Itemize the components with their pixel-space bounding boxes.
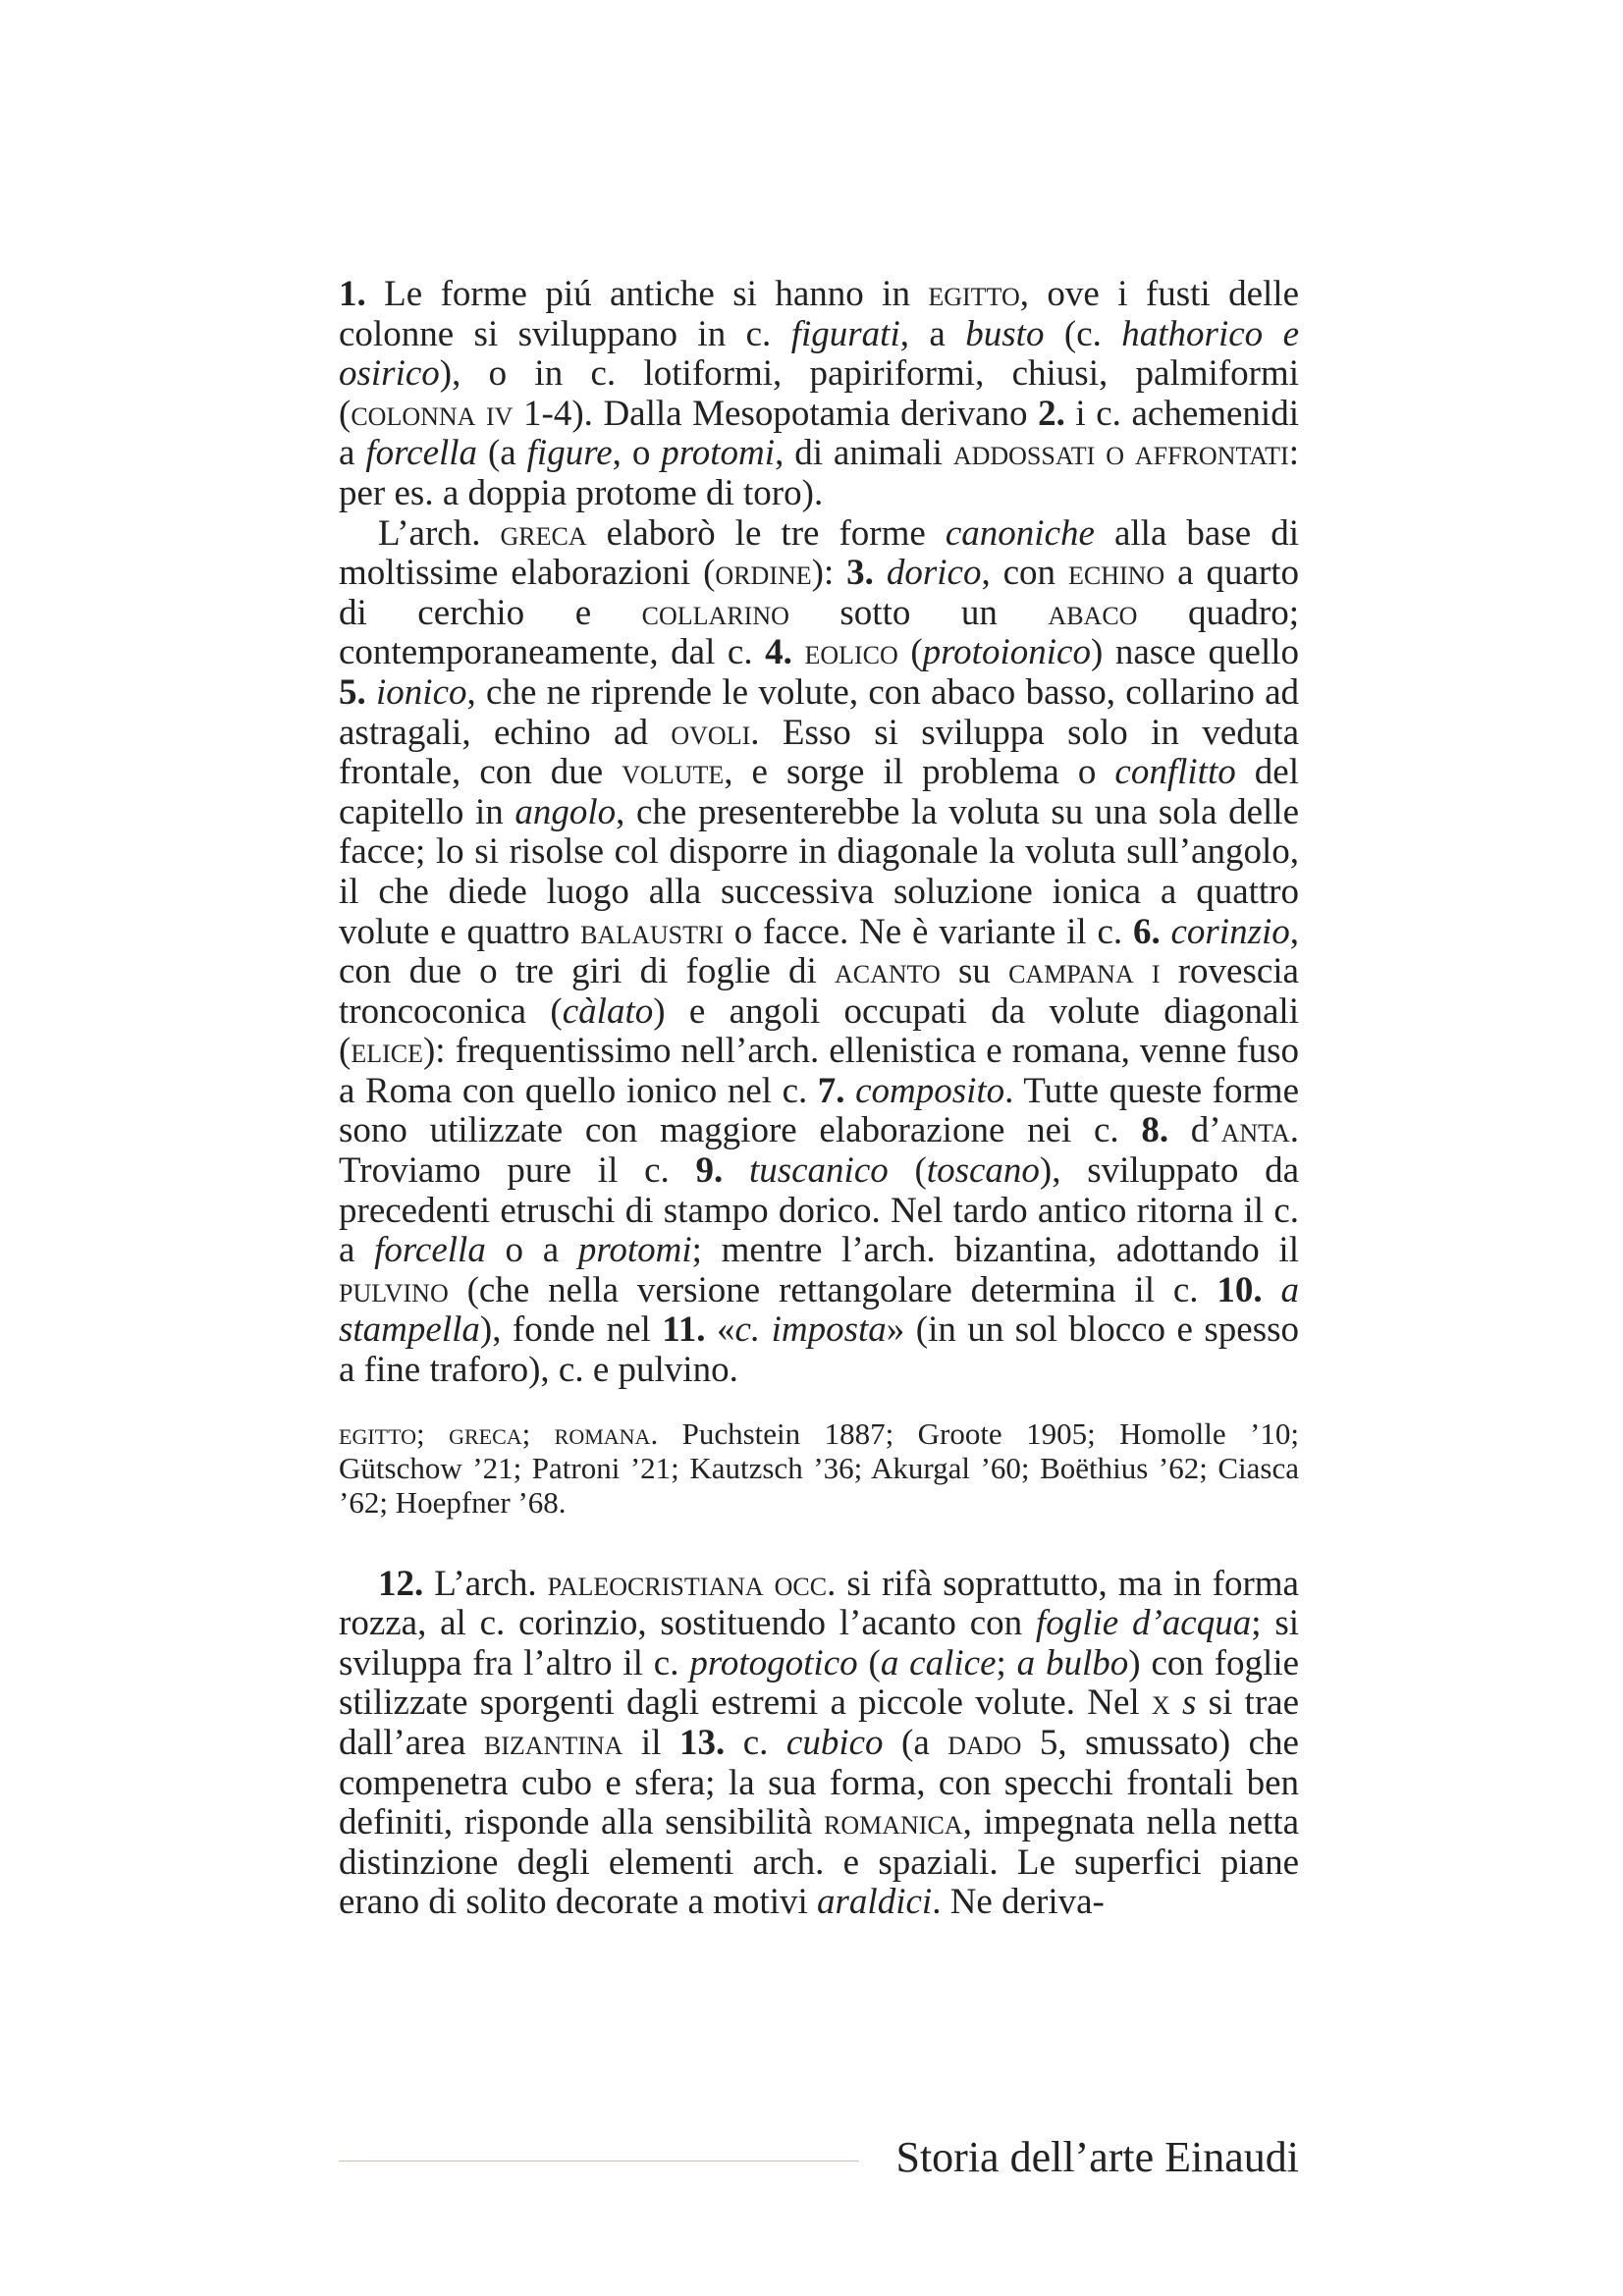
text-run: ; si sviluppa fra l’altro il c. bbox=[339, 1603, 1299, 1683]
text-run bbox=[845, 1071, 856, 1111]
footer-title: Storia dell’arte Einaudi bbox=[895, 2133, 1299, 2181]
text-run bbox=[792, 632, 805, 672]
text-run: (c. bbox=[1044, 313, 1122, 354]
text-run: rovescia troncoconica ( bbox=[339, 951, 1299, 1032]
italic-term: forcella bbox=[374, 1230, 486, 1271]
cross-reference: egitto bbox=[339, 1415, 417, 1451]
text-run: ), sviluppato da precedenti etruschi di stampo dorico. Nel tardo antico ritorna il c. a bbox=[339, 1150, 1299, 1271]
text-run: , impegnata nella netta distinzione degli elementi arch. e spaziali. Le superfici piane erano di solito decorate a motivi bbox=[339, 1802, 1299, 1923]
bibliography-references bbox=[339, 1416, 1299, 1520]
entry-number: 12. bbox=[378, 1563, 424, 1604]
entry-number: 9. bbox=[695, 1150, 724, 1192]
cross-reference: pulvino bbox=[339, 1269, 449, 1310]
italic-term: tuscanico bbox=[748, 1150, 889, 1192]
footer-rule bbox=[339, 2161, 859, 2162]
italic-term: angolo bbox=[514, 791, 617, 832]
cross-reference: ordine bbox=[715, 553, 812, 594]
cross-reference: egitto bbox=[928, 274, 1020, 314]
text-run: il bbox=[622, 1723, 679, 1763]
text-run: ( bbox=[857, 1642, 881, 1683]
paragraph-3 bbox=[339, 1565, 1299, 1923]
cross-reference: anta bbox=[1220, 1110, 1290, 1151]
text-run: d’ bbox=[1168, 1110, 1221, 1151]
entry-number: 6. bbox=[1132, 911, 1161, 952]
text-run: , a bbox=[899, 313, 966, 354]
text-run: c. bbox=[725, 1723, 786, 1763]
entry-number: 11. bbox=[662, 1309, 706, 1351]
text-run: , o bbox=[612, 433, 662, 474]
cross-reference: greca bbox=[449, 1415, 522, 1451]
cross-reference: dado bbox=[947, 1723, 1022, 1763]
cross-reference: addossati o affrontati bbox=[952, 433, 1289, 474]
text-run: (a bbox=[883, 1723, 948, 1763]
text-run: Le forme piú antiche si hanno in bbox=[365, 274, 929, 314]
italic-term: araldici bbox=[817, 1882, 933, 1923]
italic-term: ionico bbox=[376, 671, 467, 713]
text-run: su bbox=[940, 951, 1009, 992]
text-run: (che nella versione rettangolare determina il c. bbox=[448, 1269, 1217, 1310]
italic-term: figure bbox=[526, 433, 613, 474]
text-run: ): bbox=[811, 553, 847, 594]
text-run: , di animali bbox=[775, 433, 953, 474]
text-run bbox=[1170, 1682, 1182, 1723]
italic-term: protogotico bbox=[689, 1642, 858, 1683]
entry-number: 4. bbox=[765, 632, 792, 673]
text-run: ), o in c. lotiformi, papiriformi, chiusi, palmiformi ( bbox=[339, 353, 1299, 434]
text-run: « bbox=[705, 1309, 735, 1351]
italic-term: a stampella bbox=[339, 1269, 1300, 1351]
cross-reference: campana i bbox=[1008, 951, 1161, 992]
text-run: ( bbox=[897, 632, 923, 673]
cross-reference: echino bbox=[1067, 553, 1165, 594]
entry-number: 7. bbox=[817, 1070, 845, 1111]
text-run: i c. achemenidi a bbox=[339, 393, 1299, 474]
text-run: 1-4). Dalla Mesopotamia derivano bbox=[513, 393, 1039, 434]
text-run: ; bbox=[996, 1642, 1017, 1683]
italic-term: a bulbo bbox=[1016, 1642, 1129, 1683]
text-run: , ove i fusti delle colonne si sviluppano in c. bbox=[339, 274, 1300, 354]
main-text bbox=[339, 275, 1299, 1923]
text-run: . Ne deriva- bbox=[932, 1882, 1105, 1923]
text-run: » (in un sol blocco e spesso a fine traforo), c. e pulvino. bbox=[339, 1309, 1299, 1391]
italic-term: canoniche bbox=[945, 512, 1095, 554]
text-run: , che ne riprende le volute, con abaco basso, collarino ad astragali, echino ad bbox=[339, 671, 1300, 753]
text-run: o facce. Ne è variante il c. bbox=[723, 911, 1133, 952]
text-run: si rifà soprattutto, ma in forma rozza, al c. corinzio, sostituendo l’acanto con bbox=[339, 1563, 1299, 1644]
italic-term: composito bbox=[855, 1070, 1005, 1111]
text-run: alla base di moltissime elaborazioni ( bbox=[339, 512, 1299, 594]
text-run: (a bbox=[477, 433, 527, 474]
italic-term: corinzio bbox=[1170, 911, 1290, 952]
italic-term: cubico bbox=[785, 1723, 884, 1763]
text-run: sotto un bbox=[788, 592, 1049, 633]
entry-number: 2. bbox=[1038, 393, 1065, 434]
entry-number: 8. bbox=[1141, 1110, 1169, 1151]
italic-term: s bbox=[1181, 1682, 1197, 1724]
cross-reference: volute bbox=[622, 752, 725, 793]
cross-reference: balaustri bbox=[580, 911, 724, 952]
italic-term: busto bbox=[965, 313, 1045, 354]
text-run: ) con foglie stilizzate sporgenti dagli estremi a piccole volute. Nel bbox=[339, 1642, 1300, 1724]
italic-term: protomi bbox=[577, 1230, 692, 1271]
text-run: . Troviamo pure il c. bbox=[339, 1110, 1299, 1192]
italic-term: forcella bbox=[365, 433, 478, 474]
text-run: , con due o tre giri di foglie di bbox=[339, 911, 1299, 992]
cross-reference: colonna iv bbox=[351, 393, 514, 434]
text-run: : per es. a doppia protome di toro). bbox=[339, 433, 1299, 513]
cross-reference: collarino bbox=[641, 592, 789, 633]
paragraph-2 bbox=[339, 514, 1299, 1391]
entry-number: 1. bbox=[339, 274, 366, 314]
text-run: del capitello in bbox=[339, 752, 1299, 832]
italic-term: toscano bbox=[926, 1150, 1040, 1192]
text-run: . Tutte queste forme sono utilizzate con maggiore elaborazione nei c. bbox=[339, 1070, 1299, 1151]
text-run: 5, smussato) che compenetra cubo e sfera; la sua forma, con specchi frontali ben definiti, risponde alla sensibilità bbox=[339, 1723, 1299, 1843]
cross-reference: abaco bbox=[1048, 592, 1138, 633]
entry-number: 5. bbox=[339, 671, 366, 713]
text-run: quadro; contemporaneamente, dal c. bbox=[339, 592, 1299, 673]
italic-term: conflitto bbox=[1114, 752, 1236, 793]
entry-number: 3. bbox=[846, 553, 874, 594]
text-run: a quarto di cerchio e bbox=[339, 553, 1299, 633]
italic-term: protoionico bbox=[922, 632, 1091, 673]
text-run: , con bbox=[981, 553, 1068, 594]
cross-reference: romana bbox=[554, 1415, 651, 1451]
text-run: ; bbox=[416, 1415, 450, 1451]
text-run: , che presenterebbe la voluta su una sola delle facce; lo si risolse col disporre in diagonale la voluta sull’angolo, il che diede luogo alla successiva soluzione ionica a quattro volute e quattro bbox=[339, 791, 1299, 952]
text-run bbox=[366, 672, 376, 713]
italic-term: c. imposta bbox=[734, 1309, 887, 1351]
cross-reference: x bbox=[1151, 1682, 1170, 1724]
cross-reference: romanica bbox=[824, 1802, 963, 1843]
italic-term: protomi bbox=[661, 433, 776, 474]
text-run: ) nasce quello bbox=[1090, 632, 1300, 673]
italic-term: dorico bbox=[886, 553, 982, 594]
text-run: L’arch. bbox=[423, 1563, 548, 1604]
italic-term: hathorico e osirico bbox=[339, 313, 1299, 395]
text-run bbox=[1263, 1270, 1281, 1310]
text-run: . Puchstein 1887; Groote 1905; Homolle ’10; Gütschow ’21; Patroni ’21; Kautzsch ’36; Akurgal ’60; Boëthius ’62; Ciasca ’62; Hoepfner ’68. bbox=[339, 1415, 1299, 1520]
cross-reference: greca bbox=[500, 512, 587, 554]
text-run: si trae dall’area bbox=[339, 1682, 1300, 1763]
cross-reference: bizantina bbox=[483, 1723, 623, 1763]
text-run: ; bbox=[521, 1415, 555, 1451]
text-run: ), fonde nel bbox=[479, 1309, 663, 1351]
cross-reference: paleocristiana occ. bbox=[547, 1563, 837, 1604]
italic-term: foglie d’acqua bbox=[1035, 1603, 1252, 1644]
text-run bbox=[723, 1150, 749, 1191]
text-run: L’arch. bbox=[378, 512, 501, 554]
text-run: ) e angoli occupati da volute diagonali ( bbox=[339, 990, 1299, 1072]
text-run: ): frequentissimo nell’arch. ellenistica e romana, venne fuso a Roma con quello ionico nel c. bbox=[339, 1031, 1299, 1111]
text-run: ( bbox=[888, 1150, 927, 1192]
cross-reference: ovoli bbox=[671, 712, 751, 753]
italic-term: figurati bbox=[790, 313, 900, 354]
italic-term: a calice bbox=[880, 1642, 997, 1683]
entry-number: 13. bbox=[678, 1723, 726, 1763]
text-run bbox=[1161, 912, 1171, 952]
cross-reference: eolico bbox=[804, 632, 898, 673]
text-run: , e sorge il problema o bbox=[724, 752, 1115, 793]
cross-reference: elice bbox=[351, 1031, 423, 1072]
italic-term: càlato bbox=[562, 990, 654, 1032]
text-run: . Esso si sviluppa solo in veduta frontale, con due bbox=[339, 712, 1299, 793]
text-run: o a bbox=[485, 1230, 578, 1271]
paragraph-1 bbox=[339, 275, 1299, 514]
entry-number: 10. bbox=[1217, 1269, 1263, 1310]
cross-reference: acanto bbox=[834, 951, 941, 992]
text-run bbox=[874, 553, 887, 593]
text-run: elaborò le tre forme bbox=[586, 512, 946, 554]
text-run: ; mentre l’arch. bizantina, adottando il bbox=[691, 1230, 1299, 1271]
